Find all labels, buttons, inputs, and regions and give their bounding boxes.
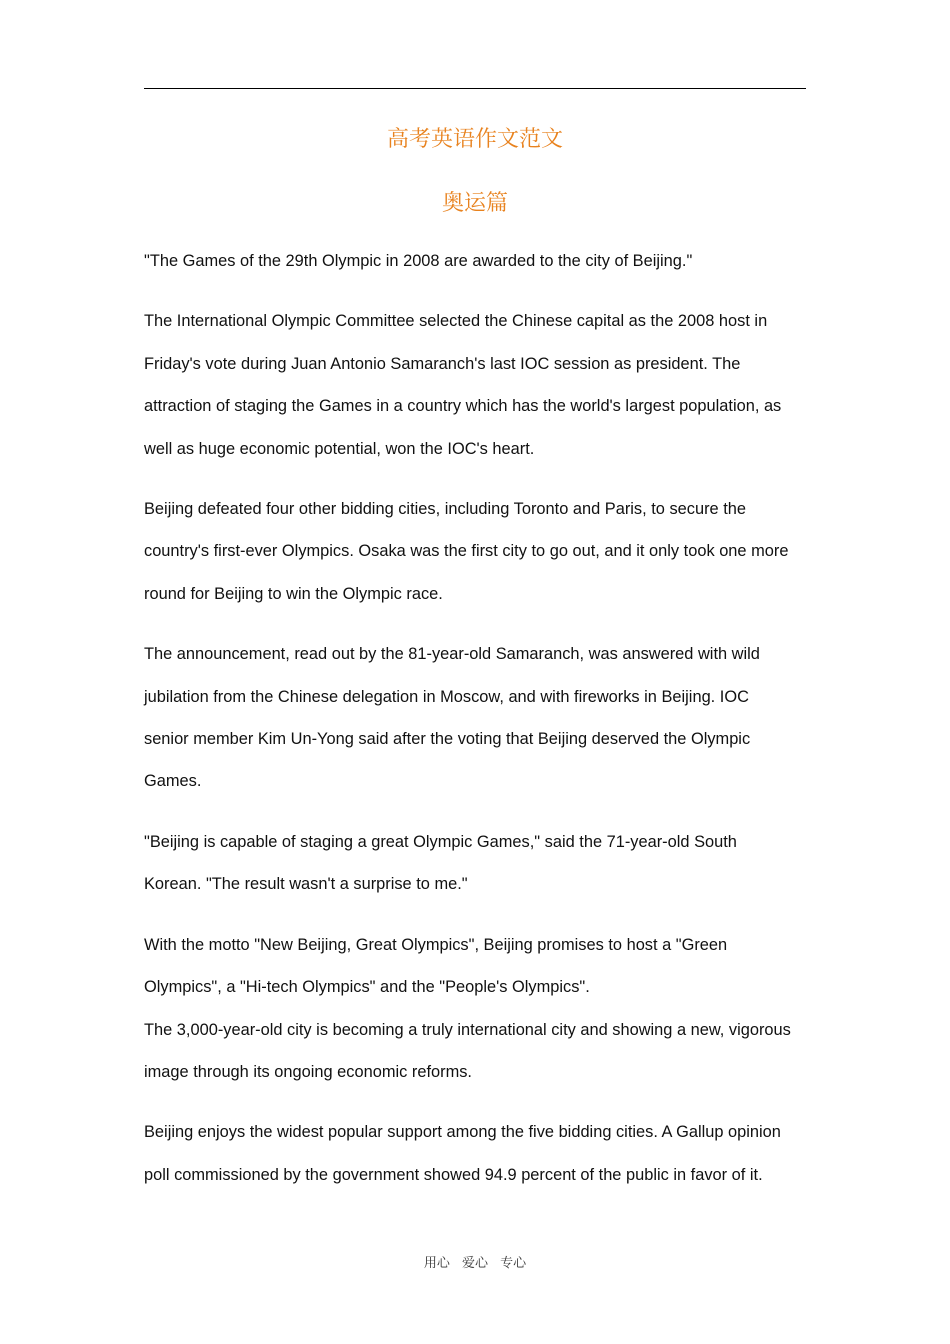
page-subtitle: 奥运篇 xyxy=(441,191,508,216)
article-body xyxy=(144,240,812,1214)
text-line: Beijing defeated four other bidding cities, including Toronto and Paris, to secure the xyxy=(144,500,746,519)
paragraph-6 xyxy=(144,924,812,1009)
text-line: Olympics", a "Hi-tech Olympics" and the "People's Olympics". xyxy=(144,978,590,997)
paragraph-8 xyxy=(144,1111,812,1196)
paragraph-7 xyxy=(144,1009,812,1094)
text-line: jubilation from the Chinese delegation in Moscow, and with fireworks in Beijing. IOC xyxy=(144,687,749,706)
text-line: "The Games of the 29th Olympic in 2008 are awarded to the city of Beijing." xyxy=(144,252,693,270)
text-line: The announcement, read out by the 81-year-old Samaranch, was answered with wild xyxy=(144,645,760,664)
text-line: Korean. "The result wasn't a surprise to me." xyxy=(144,875,468,894)
text-line: poll commissioned by the government showed 94.9 percent of the public in favor of it. xyxy=(144,1165,763,1184)
text-line: senior member Kim Un-Yong said after the voting that Beijing deserved the Olympic xyxy=(144,730,751,749)
text-line: "Beijing is capable of staging a great Olympic Games," said the 71-year-old South xyxy=(144,832,737,851)
text-line: well as huge economic potential, won the IOC's heart. xyxy=(144,439,535,458)
text-line: Friday's vote during Juan Antonio Samaranch's last IOC session as president. The xyxy=(144,354,741,373)
text-line: The International Olympic Committee selected the Chinese capital as the 2008 host in xyxy=(144,312,768,331)
text-line: Games. xyxy=(144,772,202,791)
page-footer: 用心 爱心 专心 xyxy=(423,1256,527,1271)
paragraph-4 xyxy=(144,633,812,803)
text-line: image through its ongoing economic reforms. xyxy=(144,1062,472,1081)
paragraph-2 xyxy=(144,300,812,470)
text-line: attraction of staging the Games in a country which has the world's largest population, as xyxy=(144,397,782,416)
text-line: country's first-ever Olympics. Osaka was the first city to go out, and it only took one more xyxy=(144,542,789,561)
text-line: The 3,000-year-old city is becoming a truly international city and showing a new, vigorous xyxy=(144,1020,791,1039)
paragraph-3 xyxy=(144,488,812,615)
text-line: Beijing enjoys the widest popular support among the five bidding cities. A Gallup opinion xyxy=(144,1123,781,1142)
paragraph-5 xyxy=(144,821,812,906)
paragraph-1 xyxy=(144,240,812,282)
text-line: round for Beijing to win the Olympic race. xyxy=(144,584,443,603)
text-line: With the motto "New Beijing, Great Olympics", Beijing promises to host a "Green xyxy=(144,935,728,954)
page-title: 高考英语作文范文 xyxy=(386,127,563,152)
header-rule xyxy=(144,88,806,89)
